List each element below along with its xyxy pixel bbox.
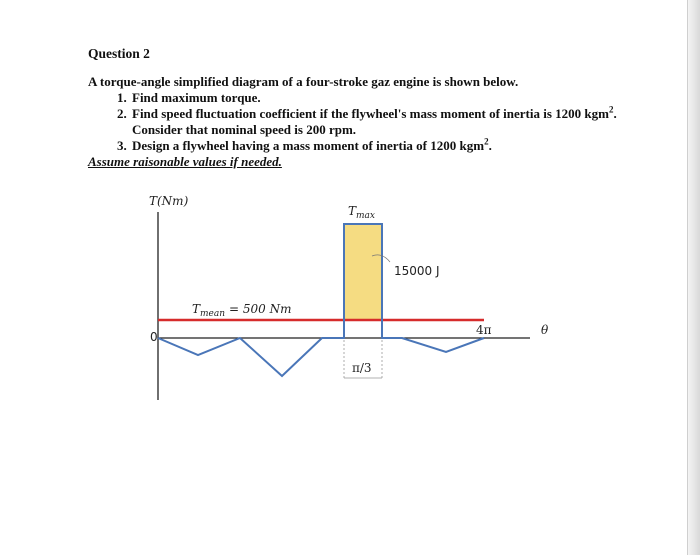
task-2-sup: 2 [608,104,614,115]
origin-label: 0 [150,330,158,344]
four-pi-label: 4π [476,323,492,337]
pi-over-3-label: π/3 [352,361,372,375]
tmax-label [348,204,375,221]
task-2-text-b: . Consider that nominal speed is 200 rpm. [132,106,617,137]
task-2-text-a: Find speed fluctuation coefficient if the flywheel's mass moment of inertia is 1200 kgm [132,106,609,121]
task-3-text-a: Design a flywheel having a mass moment of inertia of 1200 kgm [132,138,485,153]
x-axis-label: θ [541,323,549,337]
question-title: Question 2 [88,46,150,61]
torque-curve [158,224,484,376]
tmean-label-main: T [192,302,201,316]
tmean-value: = 500 Nm [229,302,292,316]
task-3-sup: 2 [484,136,489,147]
tmax-label-main: T [348,204,357,218]
tmax-label-sub: max [356,211,375,221]
tmean-label [192,302,292,319]
assumption-note: Assume raisonable values if needed. [88,154,282,169]
question-intro: A torque-angle simplified diagram of a four-stroke gaz engine is shown below. [88,74,519,89]
energy-area [344,224,382,320]
task-1-text: Find maximum torque. [132,90,261,105]
tmean-label-sub: mean [200,309,226,319]
energy-label: 15000 J [394,264,440,278]
task-3-text-b: . [488,138,492,153]
y-axis-label: T(Nm) [149,194,189,208]
